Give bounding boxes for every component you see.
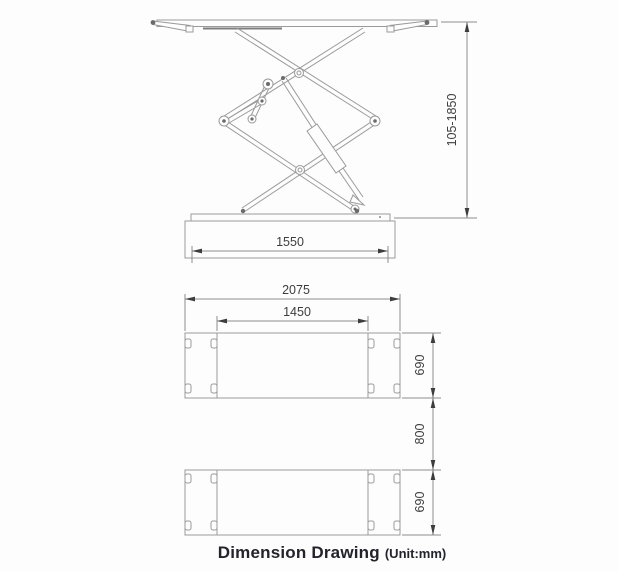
pivot-dots — [151, 20, 430, 218]
side-view — [151, 20, 477, 263]
platform-width-top-label: 690 — [413, 354, 427, 376]
cylinder-rod-lower — [339, 168, 363, 200]
dim-inner-length — [217, 305, 368, 331]
base-plate — [191, 214, 390, 221]
upper-arm-left — [235, 28, 376, 120]
lift-height-label: 105-1850 — [445, 93, 459, 147]
drawing-caption — [218, 543, 446, 563]
base-length-label: 1550 — [276, 235, 304, 249]
caption-title: Dimension Drawing — [217, 543, 380, 562]
dim-widths-column — [402, 333, 441, 535]
caption-unit: (Unit:mm) — [384, 546, 447, 561]
plan-platform-top-joints — [217, 333, 368, 398]
left-ramp-bracket — [186, 26, 193, 32]
overall-length-label: 2075 — [282, 283, 310, 297]
inner-length-label: 1450 — [283, 305, 311, 319]
plan-view — [185, 283, 441, 535]
dim-lines — [394, 22, 477, 218]
right-ramp-bracket — [387, 26, 394, 32]
platform-gap-label: 800 — [413, 423, 427, 445]
pivot-rings — [219, 69, 380, 214]
plan-platform-bottom-joints — [217, 470, 368, 535]
platform-width-bottom-label: 690 — [413, 491, 427, 513]
scissor-lift-figure — [151, 20, 437, 258]
dim-lift-height — [394, 22, 477, 218]
plan-structure — [185, 333, 400, 535]
dim-base-length — [192, 235, 388, 263]
cylinder-rod-upper — [282, 78, 317, 129]
